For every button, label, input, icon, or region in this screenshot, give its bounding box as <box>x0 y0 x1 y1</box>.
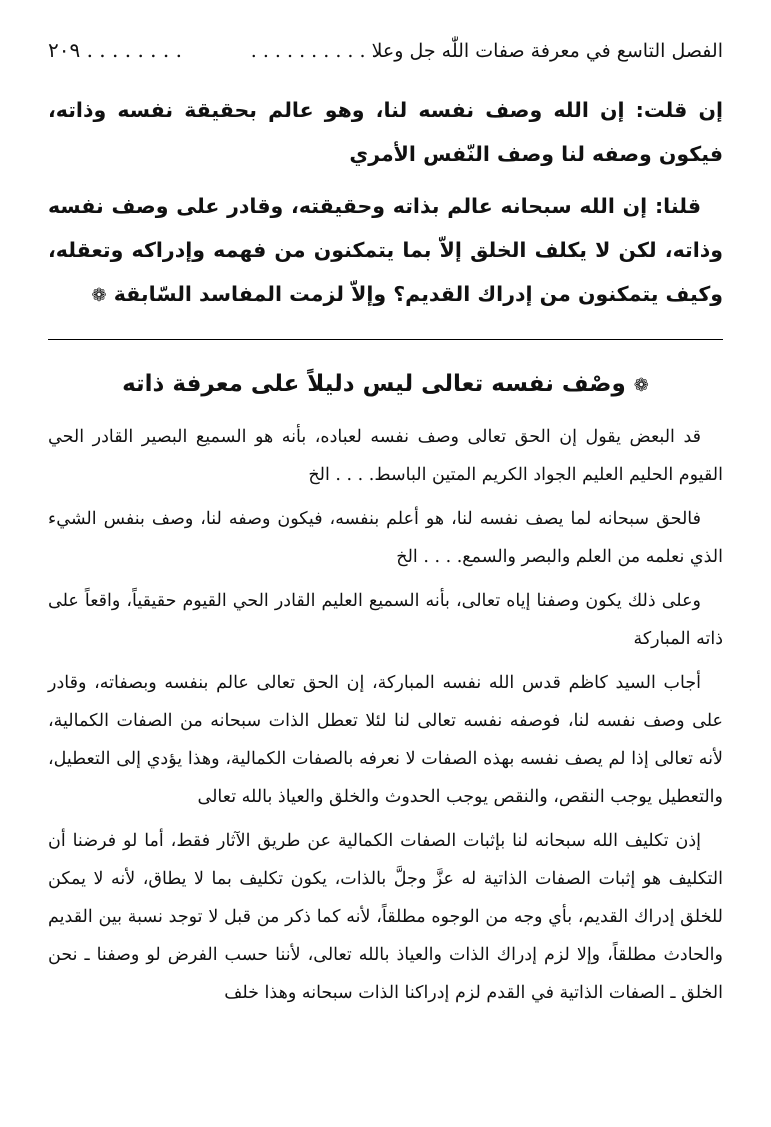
body-paragraph-1: قد البعض يقول إن الحق تعالى وصف نفسه لعباده، بأنه هو السميع البصير القادر الحي القيوم الحليم العليم الجواد الكريم المتين الباسط. . . . الخ <box>48 427 723 485</box>
question-answer-block <box>48 88 723 318</box>
page-header <box>48 38 723 68</box>
section-body <box>48 418 723 1012</box>
body-paragraph-3: وعلى ذلك يكون وصفنا إياه تعالى، بأنه السميع العليم القادر الحي القيوم حقيقياً، واقعاً على ذاته المباركة <box>48 591 723 649</box>
body-paragraph-5: إذن تكليف الله سبحانه لنا بإثبات الصفات الكمالية عن طريق الآثار فقط، أما لو فرضنا أن التكليف هو إثبات الصفات الذاتية له عزَّ وجلَّ بالذات، يكون تكليف بما لا يطاق، لأنه لا يمكن للخلق إدراك القديم، بأي وجه من الوجوه مطلقاً، لأنه كما ذكر من قبل لا توجد نسبة بين القديم والحادث مطلقاً، وإلا لزم إدراك الذات والعياذ بالله تعالى، لأننا حسب الفرض لو وصفنا ـ نحن الخلق ـ الصفات الذاتية في القدم لزم إدراكنا الذات سبحانه وهذا خلف <box>48 831 723 1003</box>
body-paragraph-4: أجاب السيد كاظم قدس الله نفسه المباركة، إن الحق تعالى عالم بنفسه وبصفاته، وقادر على وصف نفسه لنا، فوصفه نفسه تعالى لنا لئلا تعطل الذات سبحانه من الصفات الكمالية، لأنه تعالى إذا لم يصف نفسه بهذه الصفات لا نعرفه بالصفات الكمالية، وهذا يؤدي إلى التعطيل، والتعطيل يوجب النقص، والنقص يوجب الحدوث والخلق والعياذ بالله تعالى <box>48 673 723 807</box>
running-title <box>251 40 723 62</box>
running-title-dots: . . . . . . . . . . <box>250 40 366 62</box>
section-heading <box>48 366 723 404</box>
flower-ornament-icon: ❁ <box>91 285 107 306</box>
page-number-value: ٢٠٩ <box>48 38 81 62</box>
running-title-text: الفصل التاسع في معرفة صفات اللّٰه جل وعلا <box>371 40 723 62</box>
section-heading-text: وصْف نفسه تعالى ليس دليلاً على معرفة ذاته <box>122 371 626 397</box>
answer-text: قلنا: إن الله سبحانه عالم بذاته وحقيقته، وقادر على وصف نفسه وذاته، لكن لا يكلف الخلق إلاّ بما يتمكنون من فهمه وإدراكه وتعقله، وكيف يتمكنون من إدراك القديم؟ وإلاّ لزمت المفاسد السّابقة <box>48 194 723 306</box>
body-paragraph-2: فالحق سبحانه لما يصف نفسه لنا، هو أعلم بنفسه، فيكون وصفه لنا، وصف بنفس الشيء الذي نعلمه من العلم والبصر والسمع. . . . الخ <box>48 509 723 567</box>
question-paragraph: إن قلت: إن الله وصف نفسه لنا، وهو عالم بحقيقة نفسه وذاته، فيكون وصفه لنا وصف النّفس الأمري <box>48 98 723 166</box>
page-number-dots: . . . . . . . . <box>86 38 182 62</box>
answer-paragraph <box>48 184 723 318</box>
page-number <box>48 38 182 62</box>
flower-ornament-icon: ❁ <box>633 375 649 396</box>
section-divider <box>48 339 723 340</box>
book-page <box>48 0 723 1127</box>
